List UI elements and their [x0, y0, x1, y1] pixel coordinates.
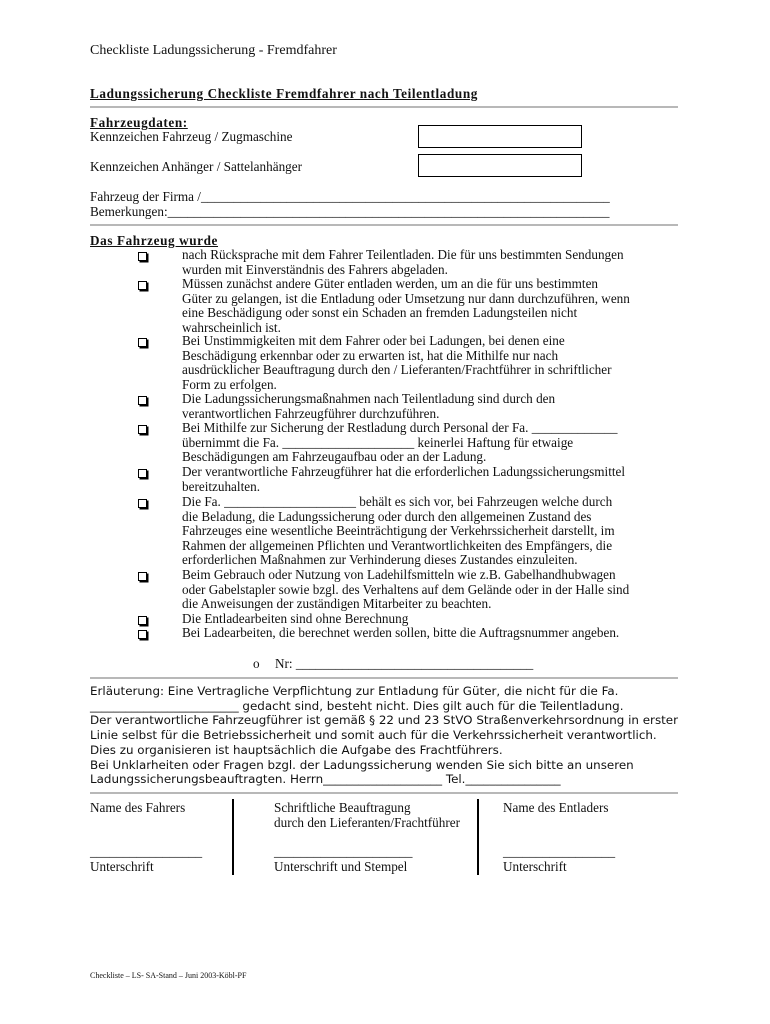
- page-footer: Checkliste – LS- SA-Stand – Juni 2003-Köbl-PF: [90, 971, 247, 980]
- entlader-signature-label: Unterschrift: [503, 859, 567, 874]
- checkbox[interactable]: [138, 572, 147, 581]
- divider: [90, 792, 678, 794]
- checkbox[interactable]: [138, 338, 147, 347]
- divider: [90, 224, 678, 226]
- beauftragung-signature-line[interactable]: _____________________: [274, 844, 413, 859]
- divider: [90, 106, 678, 108]
- checklist-item: Die Ladungssicherungsmaßnahmen nach Teilentladung sind durch den verantwortlichen Fahrzeugführer durchzuführen.: [182, 391, 556, 421]
- column-divider: [477, 799, 479, 875]
- column-divider: [232, 799, 234, 875]
- checkbox[interactable]: [138, 396, 147, 405]
- checklist-item: Bei Mithilfe zur Sicherung der Restladung durch Personal der Fa. _____________ übernimmt die Fa. ____________________ keinerlei Haftung für etwaige Beschädigungen am Fahrzeugaufbau oder an der Ladung.: [182, 420, 618, 465]
- checklist-item: Die Entladearbeiten sind ohne Berechnung: [182, 611, 409, 626]
- checkbox[interactable]: [138, 281, 147, 290]
- erlaeuterung-text: Erläuterung: Eine Vertragliche Verpflichtung zur Entladung für Güter, die nicht für die Fa. _________________________ gedacht sind, besteht nicht. Dies gilt auch für die Teilentladung. Der verantwortliche Fahrzeugführer ist gemäß § 22 und 23 StVO Straßenverkehrsordnung in erster Linie selbst für die Betriebssicherheit und somit auch für die Verkehrssicherheit verantwortlich. Dies zu organisieren ist hauptsächlich die Aufgabe des Frachtführers. Bei Unklarheiten oder Fragen bzgl. der Ladungssicherung wenden Sie sich bitte an unseren Ladungssicherungsbeauftragten. Herrn____________________ Tel.________________: [90, 684, 679, 787]
- auftragsnummer-line[interactable]: Nr: ____________________________________: [275, 656, 534, 671]
- beauftragung-label: Schriftliche Beauftragung: [274, 800, 411, 815]
- checkbox[interactable]: [138, 425, 147, 434]
- checkbox[interactable]: [138, 469, 147, 478]
- section-heading: Das Fahrzeug wurde: [90, 233, 219, 248]
- kennzeichen-anhaenger-label: Kennzeichen Anhänger / Sattelanhänger: [90, 159, 303, 174]
- checklist-item: Müssen zunächst andere Güter entladen werden, um an die für uns bestimmten Güter zu gelangen, ist die Entladung oder Umsetzung nur dann durchzuführen, wenn eine Beschädigung oder sonst ein Schaden an fremden Ladungsteilen nicht wahrscheinlich ist.: [182, 276, 630, 335]
- checklist-item: nach Rücksprache mit dem Fahrer Teilentladen. Die für uns bestimmten Sendungen wurden mit Einverständnis des Fahrers abgeladen.: [182, 247, 624, 277]
- document-title: Ladungssicherung Checkliste Fremdfahrer nach Teilentladung: [90, 86, 478, 101]
- beauftragung-label-2: durch den Lieferanten/Frachtführer: [274, 815, 460, 830]
- checkbox[interactable]: [138, 630, 147, 639]
- checklist-item: Bei Ladearbeiten, die berechnet werden sollen, bitte die Auftragsnummer angeben.: [182, 625, 620, 640]
- kennzeichen-anhaenger-field[interactable]: [418, 154, 582, 177]
- divider: [90, 677, 678, 679]
- checklist-item: Bei Unstimmigkeiten mit dem Fahrer oder bei Ladungen, bei denen eine Beschädigung erkennbar oder zu erwarten ist, hat die Mithilfe nur nach ausdrücklicher Beauftragung durch den / Lieferanten/Frachtführer in schriftlicher Form zu erfolgen.: [182, 333, 612, 392]
- checklist-item: Beim Gebrauch oder Nutzung von Ladehilfsmitteln wie z.B. Gabelhandhubwagen oder Gabelstapler sowie bzgl. des Verhaltens auf dem Gelände oder in der Halle sind die Anweisungen der zuständigen Mitarbeiter zu beachten.: [182, 567, 630, 612]
- checkbox[interactable]: [138, 616, 147, 625]
- kennzeichen-fahrzeug-label: Kennzeichen Fahrzeug / Zugmaschine: [90, 129, 293, 144]
- entlader-name-label: Name des Entladers: [503, 800, 609, 815]
- fahrzeugdaten-heading: Fahrzeugdaten:: [90, 115, 188, 130]
- page-header: Checkliste Ladungssicherung - Fremdfahrer: [90, 43, 337, 58]
- checklist-item: Die Fa. ____________________ behält es sich vor, bei Fahrzeugen welche durch die Beladung, die Ladungssicherung oder durch den allgemeinen Zustand des Fahrzeuges eine wesentliche Beeinträchtigung der Verkehrssicherheit darstellt, im Rahmen der allgemeinen Pflichten und Verantwortlichkeiten des Empfängers, die erforderlichen Maßnahmen zur Verhinderung dieses Zustandes einzuleiten.: [182, 494, 615, 568]
- firma-line[interactable]: Fahrzeug der Firma /______________________________________________________________: [90, 189, 610, 204]
- kennzeichen-fahrzeug-field[interactable]: [418, 125, 582, 148]
- checkbox[interactable]: [138, 499, 147, 508]
- fahrer-signature-line[interactable]: _________________: [90, 844, 203, 859]
- entlader-signature-line[interactable]: _________________: [503, 844, 616, 859]
- radio-bullet[interactable]: o: [253, 656, 260, 671]
- checklist-item: Der verantwortliche Fahrzeugführer hat die erforderlichen Ladungssicherungsmittel bereitzuhalten.: [182, 464, 626, 494]
- beauftragung-signature-label: Unterschrift und Stempel: [274, 859, 408, 874]
- fahrer-name-label: Name des Fahrers: [90, 800, 186, 815]
- bemerkungen-line[interactable]: Bemerkungen:___________________________________________________________________: [90, 204, 610, 219]
- checkbox[interactable]: [138, 252, 147, 261]
- fahrer-signature-label: Unterschrift: [90, 859, 154, 874]
